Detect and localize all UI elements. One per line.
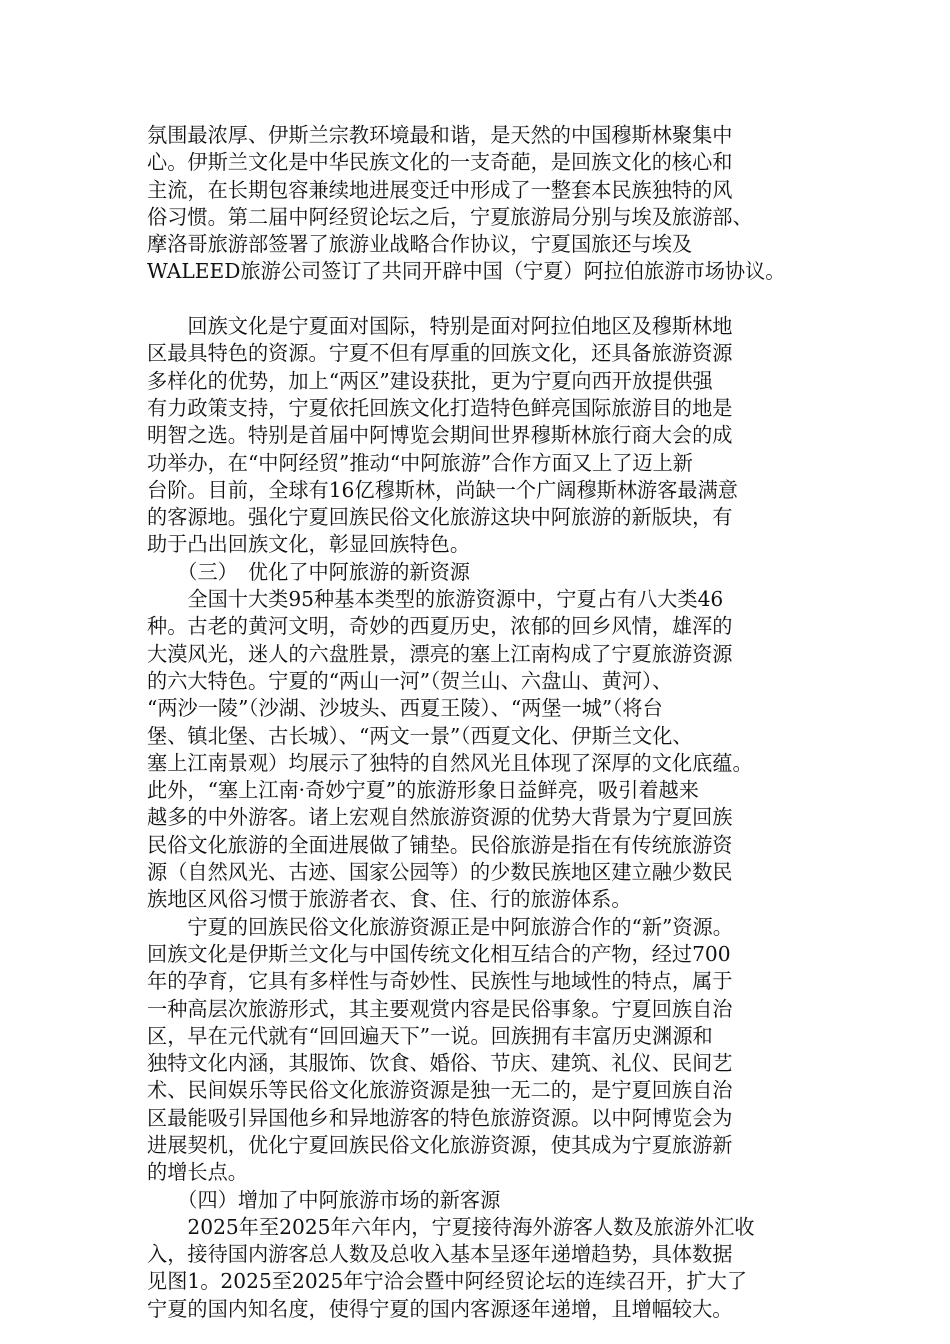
paragraph-2 bbox=[147, 313, 817, 559]
text-line: 回族文化是宁夏面对国际，特别是面对阿拉伯地区及穆斯林地 bbox=[147, 314, 733, 339]
text-line: 多样化的优势，加上“两区”建设获批，更为宁夏向西开放提供强 bbox=[147, 368, 713, 393]
paragraph-3 bbox=[147, 586, 817, 914]
text-line: 区最能吸引异国他乡和异地游客的特色旅游资源。以中阿博览会为 bbox=[147, 1105, 733, 1130]
text-line: 民俗文化旅游的全面进展做了铺垫。民俗旅游是指在有传统旅游资 bbox=[147, 832, 733, 857]
paragraph-spacer bbox=[147, 286, 817, 313]
paragraph-1 bbox=[147, 122, 817, 286]
text-line: 的客源地。强化宁夏回族民俗文化旅游这块中阿旅游的新版块，有 bbox=[147, 505, 733, 530]
document-page bbox=[147, 122, 817, 1323]
heading-line: （四）增加了中阿旅游市场的新客源 bbox=[147, 1187, 501, 1212]
text-line: 有力政策支持，宁夏依托回族文化打造特色鲜亮国际旅游目的地是 bbox=[147, 395, 733, 420]
text-line: 俗习惯。第二届中阿经贸论坛之后，宁夏旅游局分别与埃及旅游部、 bbox=[147, 204, 753, 229]
text-line: 族地区风俗习惯于旅游者衣、食、住、行的旅游体系。 bbox=[147, 887, 632, 912]
heading-line: （三） 优化了中阿旅游的新资源 bbox=[147, 559, 470, 584]
text-line: 心。伊斯兰文化是中华民族文化的一支奇葩，是回族文化的核心和 bbox=[147, 150, 733, 175]
text-line: 宁夏的国内知名度，使得宁夏的国内客源逐年递增，且增幅较大。 bbox=[147, 1296, 733, 1321]
text-line: 的六大特色。宁夏的“两山一河”（贺兰山、六盘山、黄河）、 bbox=[147, 668, 673, 693]
section-heading-4 bbox=[147, 1187, 817, 1214]
text-line: 宁夏的回族民俗文化旅游资源正是中阿旅游合作的“新”资源。 bbox=[147, 914, 733, 939]
text-line: 主流，在长期包容兼续地进展变迁中形成了一整套本民族独特的风 bbox=[147, 177, 733, 202]
text-line: 进展契机，优化宁夏回族民俗文化旅游资源，使其成为宁夏旅游新 bbox=[147, 1132, 733, 1157]
text-line: 堡、镇北堡、古长城）、“两文一景”（西夏文化、伊斯兰文化、 bbox=[147, 723, 693, 748]
text-line: 氛围最浓厚、伊斯兰宗教环境最和谐，是天然的中国穆斯林聚集中 bbox=[147, 123, 733, 147]
text-line: 入，接待国内游客总人数及总收入基本呈逐年递增趋势，具体数据 bbox=[147, 1242, 733, 1267]
text-line: 大漠风光，迷人的六盘胜景，漂亮的塞上江南构成了宁夏旅游资源 bbox=[147, 641, 733, 666]
text-line: 源（自然风光、古迹、国家公园等）的少数民族地区建立融少数民 bbox=[147, 860, 733, 885]
text-line: 见图1。2025至2025年宁洽会暨中阿经贸论坛的连续召开，扩大了 bbox=[147, 1269, 748, 1294]
paragraph-5 bbox=[147, 1214, 817, 1323]
text-line: 术、民间娱乐等民俗文化旅游资源是独一无二的，是宁夏回族自治 bbox=[147, 1078, 733, 1103]
text-line: 此外，“塞上江南·奇妙宁夏”的旅游形象日益鲜亮，吸引着越来 bbox=[147, 778, 699, 803]
text-line: 越多的中外游客。诸上宏观自然旅游资源的优势大背景为宁夏回族 bbox=[147, 805, 733, 830]
text-line: 全国十大类95种基本类型的旅游资源中，宁夏占有八大类46 bbox=[147, 587, 724, 612]
text-line: 台阶。目前，全球有16亿穆斯林，尚缺一个广阔穆斯林游客最满意 bbox=[147, 477, 738, 502]
text-line: 独特文化内涵，其服饰、饮食、婚俗、节庆、建筑、礼仪、民间艺 bbox=[147, 1051, 733, 1076]
paragraph-4 bbox=[147, 914, 817, 1187]
text-line: 回族文化是伊斯兰文化与中国传统文化相互结合的产物，经过700 bbox=[147, 941, 731, 966]
text-line: 种。古老的黄河文明，奇妙的西夏历史，浓郁的回乡风情，雄浑的 bbox=[147, 614, 733, 639]
text-line: 塞上江南景观）均展示了独特的自然风光且体现了深厚的文化底蕴。 bbox=[147, 750, 753, 775]
text-line: 明智之选。特别是首届中阿博览会期间世界穆斯林旅行商大会的成 bbox=[147, 423, 733, 448]
text-line: 的增长点。 bbox=[147, 1160, 248, 1185]
text-line: WALEED旅游公司签订了共同开辟中国（宁夏）阿拉伯旅游市场协议。 bbox=[147, 259, 786, 284]
text-line: 助于凸出回族文化，彰显回族特色。 bbox=[147, 532, 471, 557]
text-line: 摩洛哥旅游部签署了旅游业战略合作协议，宁夏国旅还与埃及 bbox=[147, 232, 693, 257]
text-line: 一种高层次旅游形式，其主要观赏内容是民俗事象。宁夏回族自治 bbox=[147, 996, 733, 1021]
text-line: 功举办，在“中阿经贸”推动“中阿旅游”合作方面又上了迈上新 bbox=[147, 450, 693, 475]
text-line: 年的孕育，它具有多样性与奇妙性、民族性与地域性的特点，属于 bbox=[147, 969, 733, 994]
section-heading-3 bbox=[147, 559, 817, 586]
text-line: 区最具特色的资源。宁夏不但有厚重的回族文化，还具备旅游资源 bbox=[147, 341, 733, 366]
text-line: 区，早在元代就有“回回遍天下”一说。回族拥有丰富历史渊源和 bbox=[147, 1023, 713, 1048]
text-line: 2025年至2025年六年内，宁夏接待海外游客人数及旅游外汇收 bbox=[147, 1214, 755, 1239]
text-line: “两沙一陵”（沙湖、沙坡头、西夏王陵）、“两堡一城”（将台 bbox=[147, 696, 663, 721]
